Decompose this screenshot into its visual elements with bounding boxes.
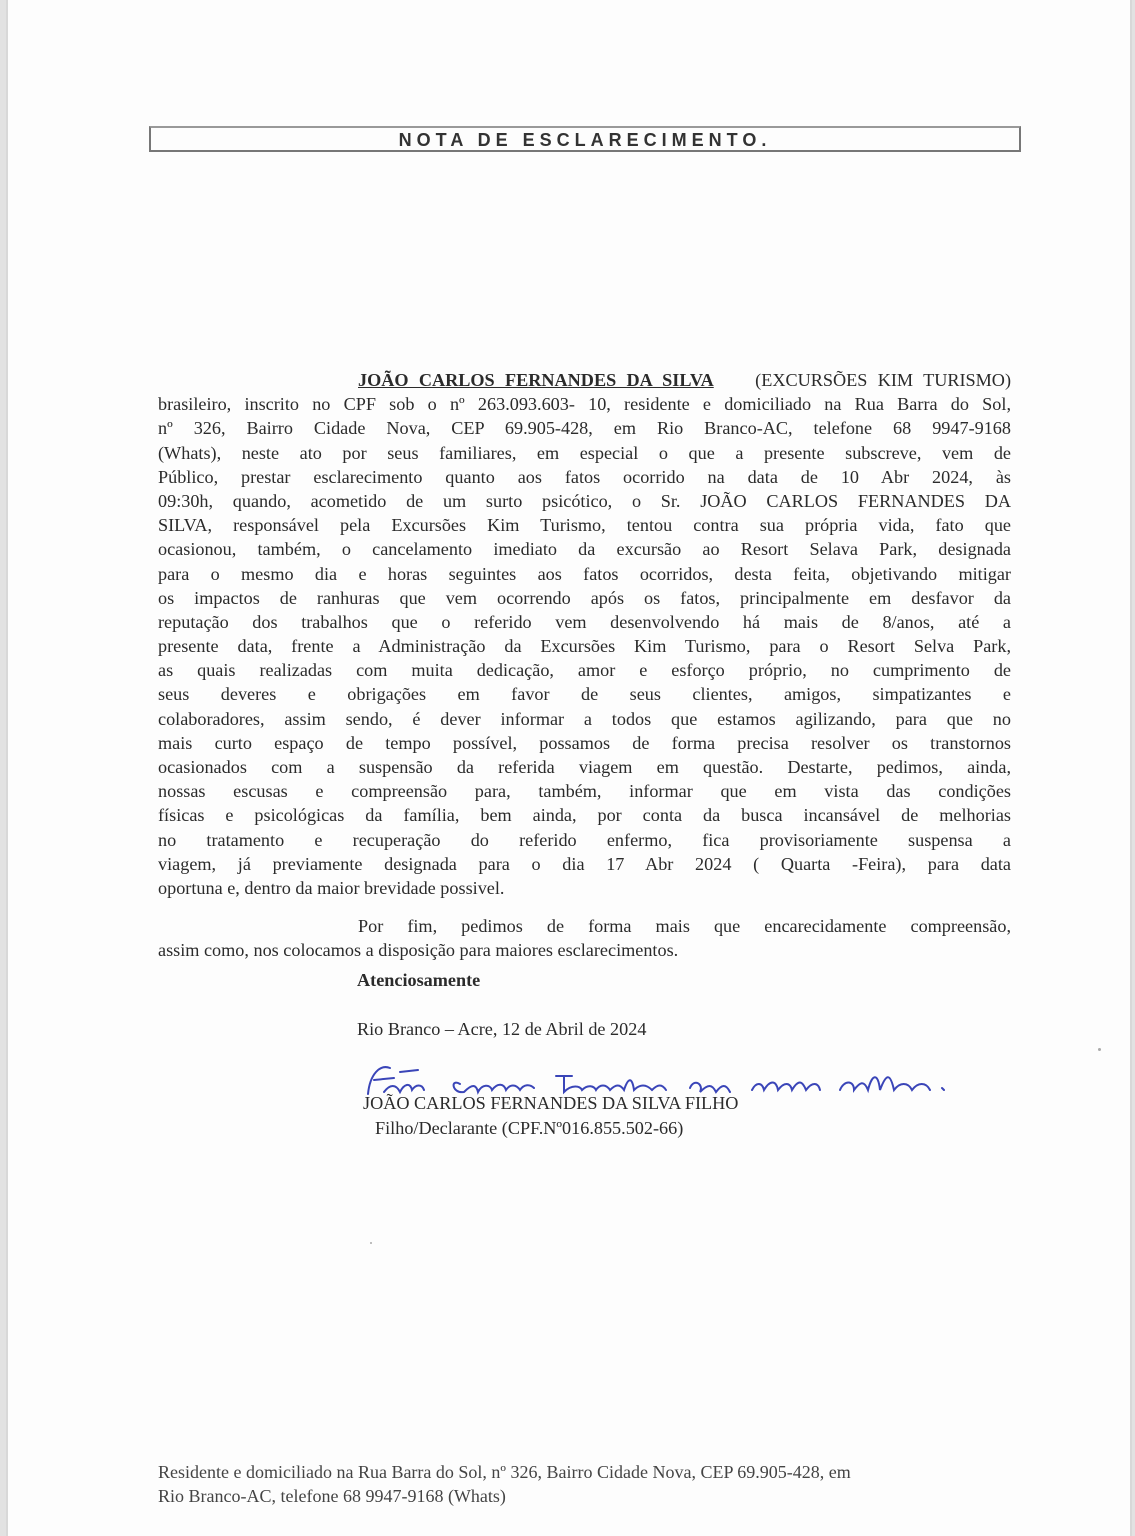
text-line: ocasionou, também, o cancelamento imediato da excursão ao Resort Selava Park, designada [158,539,1011,560]
text-line: os impactos de ranhuras que vem ocorrendo após os fatos, principalmente em desfavor da [158,587,1011,608]
text-line: brasileiro, inscrito no CPF sob o nº 263.093.603- 10, residente e domiciliado na Rua Barra do Sol, [158,394,1011,415]
document-body [158,368,1011,963]
text-line: assim como, nos colocamos a disposição para maiores esclarecimentos. [158,940,679,961]
text-line: mais curto espaço de tempo possível, possamos de forma precisa resolver os transtornos [158,732,1011,753]
scan-speck [370,1242,372,1244]
text-line: as quais realizadas com muita dedicação, amor e esforço próprio, no cumprimento de [158,660,1011,681]
text-line: ocasionados com a suspensão da referida viagem em questão. Destarte, pedimos, ainda, [158,757,1011,777]
signatory-name: JOÃO CARLOS FERNANDES DA SILVA FILHO [363,1093,739,1113]
text-line: Por fim, pedimos de forma mais que encarecidamente compreensão, [358,916,1011,937]
document-title: NOTA DE ESCLARECIMENTO. [398,130,772,150]
text-line: nossas escusas e compreensão para, também, informar que em vista das condições [158,781,1011,802]
signatory-role: Filho/Declarante (CPF.Nº016.855.502-66) [375,1118,684,1138]
paragraph-1 [158,392,1011,900]
body-first-line [158,368,1011,392]
scan-speck [1098,1048,1101,1051]
footer-line: Rio Branco-AC, telefone 68 9947-9168 (Whats) [158,1486,506,1506]
footer-line: Residente e domiciliado na Rua Barra do Sol, nº 326, Bairro Cidade Nova, CEP 69.905-428, em [158,1462,851,1482]
paragraph-2 [158,914,1011,962]
text-line: 09:30h, quando, acometido de um surto psicótico, o Sr. JOÃO CARLOS FERNANDES DA [158,490,1011,511]
text-line: Público, prestar esclarecimento quanto aos fatos ocorrido na data de 10 Abr 2024, às [158,466,1011,487]
text-line: (Whats), neste ato por seus familiares, em especial o que a presente subscreve, vem de [158,442,1011,463]
closing-salutation: Atenciosamente [357,970,481,990]
text-line: oportuna e, dentro da maior brevidade possivel. [158,877,505,898]
text-line: viagem, já previamente designada para o dia 17 Abr 2024 ( Quarta -Feira), para data [158,853,1011,874]
title-box [149,126,1021,152]
footer-address [158,1460,1018,1508]
text-line: reputação dos trabalhos que o referido vem desenvolvendo há mais de 8/anos, até a [158,611,1011,632]
text-line: colaboradores, assim sendo, é dever informar a todos que estamos agilizando, para que no [158,708,1011,729]
text-line: SILVA, responsável pela Excursões Kim Turismo, tentou contra sua própria vida, fato que [158,515,1011,536]
text-line: seus deveres e obrigações em favor de seus clientes, amigos, simpatizantes e [158,684,1011,705]
text-line: no tratamento e recuperação do referido enfermo, fica provisoriamente suspensa a [158,829,1011,850]
text-line: nº 326, Bairro Cidade Nova, CEP 69.905-428, em Rio Branco-AC, telefone 68 9947-9168 [158,418,1011,439]
subject-company: (EXCURSÕES KIM TURISMO) [755,370,1011,390]
place-date: Rio Branco – Acre, 12 de Abril de 2024 [357,1019,647,1039]
subject-name: JOÃO CARLOS FERNANDES DA SILVA [358,370,714,390]
text-line: físicas e psicológicas da família, bem ainda, por conta da busca incansável de melhorias [158,805,1011,826]
text-line: presente data, frente a Administração da Excursões Kim Turismo, para o Resort Selva Park, [158,636,1011,657]
text-line: para o mesmo dia e horas seguintes aos fatos ocorridos, desta feita, objetivando mitigar [158,563,1011,584]
document-page [6,0,1132,1536]
